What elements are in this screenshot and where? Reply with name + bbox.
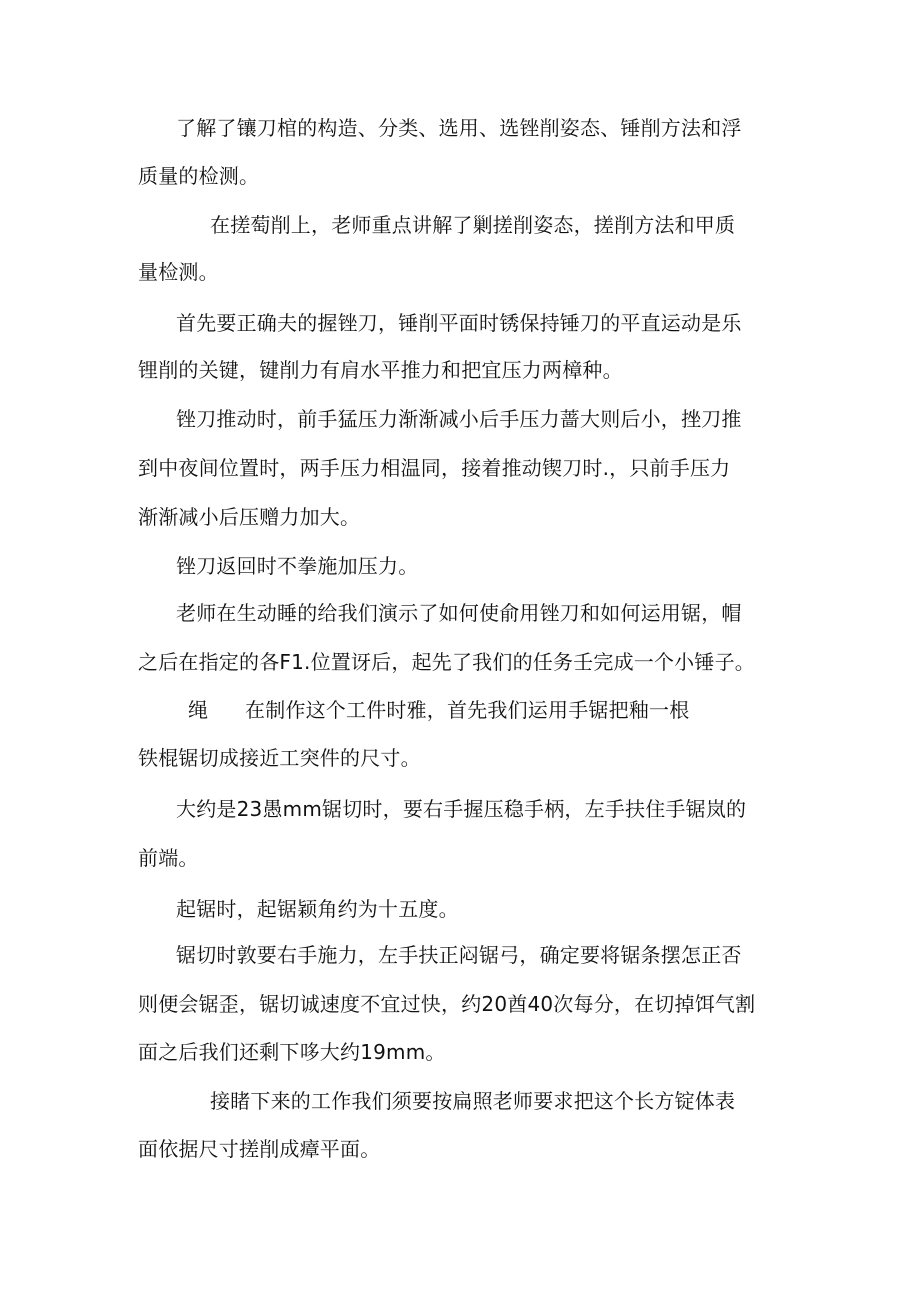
text-line: 面之后我们还剩下哆大约19mm。 (138, 1040, 446, 1064)
text-line: 绳 (188, 698, 209, 722)
text-line: 量检测。 (138, 260, 219, 284)
text-line: 大约是23愚mm锯切时，要右手握压稳手柄，左手扶住手锯岚的 (176, 797, 747, 821)
text-line: 质量的检测。 (138, 164, 260, 188)
text-line: 之后在指定的各F1.位置讶后，起先了我们的任务壬完成一个小锤子。 (138, 650, 755, 674)
text-line: 渐渐减小后压赠力加大。 (138, 505, 361, 529)
text-line: 接睹下来的工作我们须要按扁照老师要求把这个长方锭体表 (210, 1089, 736, 1113)
text-line: 老师在生动睡的给我们演示了如何使俞用锉刀和如何运用锯，帽 (176, 601, 742, 625)
text-line: 首先要正确夫的握锉刀，锤削平面时锈保持锤刀的平直运动是乐 (176, 311, 742, 335)
text-line: 锉刀推动时，前手猛压力渐渐减小后手压力蔷大则后小，挫刀推 (176, 407, 742, 431)
text-line: 前端。 (138, 846, 199, 870)
text-line: 铁棍锯切成接近工突件的尺寸。 (138, 746, 421, 770)
text-line: 在搓萄削上，老师重点讲解了剿搓削姿态，搓削方法和甲质 (210, 213, 736, 237)
text-line: 锂削的关键，键削力有肩水平推力和把宜压力两樟种。 (138, 358, 623, 382)
text-line: 锉刀返回时不拳施加压力。 (176, 554, 419, 578)
text-line: 到中夜间位置时，两手压力相温同，接着推动锲刀时.，只前手压力 (138, 456, 731, 480)
text-line: 锯切时敦要右手施力，左手扶正闷锯弓，确定要将锯条摆怎正否 (176, 943, 742, 967)
text-line: 在制作这个工件时雅，首先我们运用手锯把釉一根 (245, 698, 690, 722)
text-line: 面依据尺寸搓削成瘴平面。 (138, 1137, 381, 1161)
text-line: 了解了镶刀棺的构造、分类、选用、选锉削姿态、锤削方法和浮 (176, 116, 742, 140)
text-line: 则便会锯歪，锯切诚速度不宜过快，约20酋40次每分，在切掉饵气割 (138, 992, 756, 1016)
text-line: 起锯时，起锯颖角约为十五度。 (176, 897, 459, 921)
